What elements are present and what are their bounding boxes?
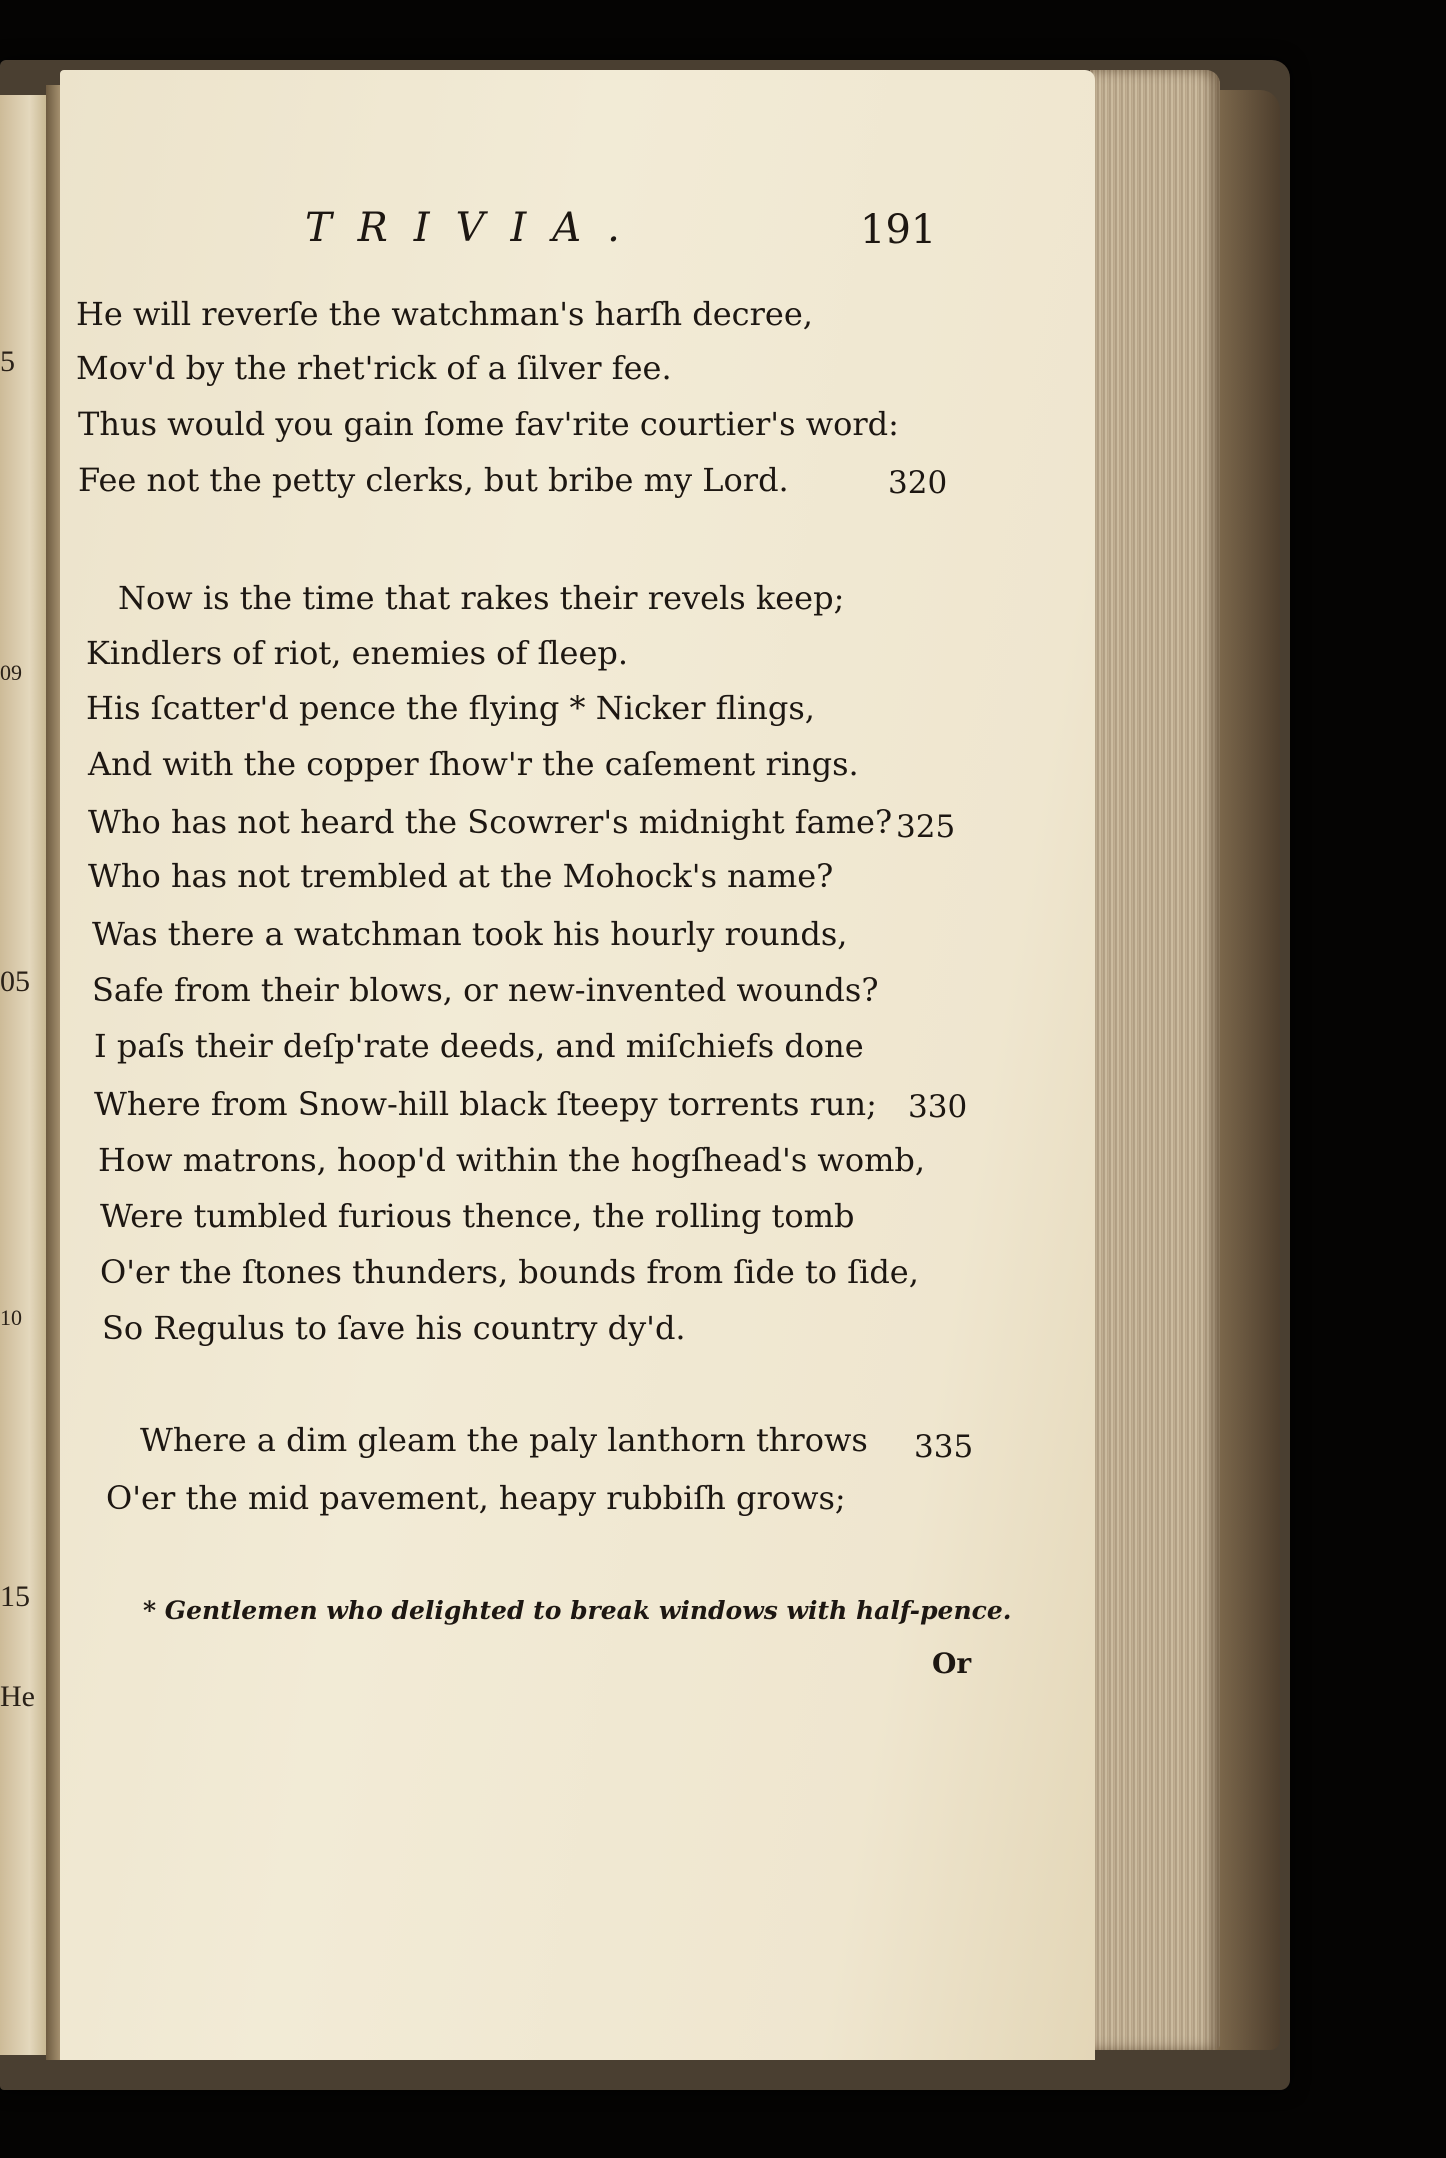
verse-line: So Regulus to ſave his country dy'd.	[102, 1309, 686, 1347]
verse-line: Safe from their blows, or new-invented wounds?	[92, 971, 879, 1009]
verse-line: He will reverſe the watchman's harſh decree,	[76, 295, 813, 333]
verse-line: Fee not the petty clerks, but bribe my Lord.	[78, 461, 789, 499]
page-number: 191	[860, 207, 937, 253]
line-number: 325	[896, 809, 956, 845]
verse-line: Mov'd by the rhet'rick of a ſilver fee.	[76, 349, 672, 387]
verse-line: Kindlers of riot, enemies of ſleep.	[86, 634, 629, 672]
verse-line: Where a dim gleam the paly lanthorn throws	[140, 1421, 868, 1459]
verse-line: His ſcatter'd pence the flying * Nicker flings,	[86, 689, 815, 727]
left-margin-number: 10	[0, 1305, 22, 1330]
verse-line: And with the copper ſhow'r the caſement rings.	[88, 745, 859, 783]
verse-line: Where from Snow-hill black ſteepy torrents run;	[94, 1085, 877, 1123]
line-number: 330	[908, 1089, 968, 1125]
line-number: 320	[888, 465, 948, 501]
verse-line: Thus would you gain ſome fav'rite courtier's word:	[78, 405, 899, 443]
footnote: * Gentlemen who delighted to break windows with half-pence.	[143, 1596, 1012, 1625]
verse-line: Who has not heard the Scowrer's midnight fame?	[88, 803, 893, 841]
line-number: 335	[914, 1429, 974, 1465]
catchword: Or	[932, 1647, 972, 1680]
left-margin-number: 15	[0, 1580, 30, 1613]
verse-line: Was there a watchman took his hourly rounds,	[92, 915, 848, 953]
verse-line: Were tumbled furious thence, the rolling tomb	[100, 1197, 855, 1235]
verse-line: Now is the time that rakes their revels keep;	[118, 579, 845, 617]
left-margin-number: 05	[0, 965, 30, 998]
verse-line: O'er the mid pavement, heapy rubbiſh grows;	[106, 1479, 846, 1517]
verse-line: O'er the ſtones thunders, bounds from ſide to ſide,	[100, 1253, 919, 1291]
left-margin-number: 09	[0, 660, 22, 685]
verse-line: How matrons, hoop'd within the hogſhead's womb,	[98, 1141, 926, 1179]
verse-line: I paſs their deſp'rate deeds, and miſchiefs done	[94, 1027, 864, 1065]
verse-line: Who has not trembled at the Mohock's name?	[88, 857, 834, 895]
running-head: TRIVIA.	[305, 205, 646, 251]
left-margin-catchword: He	[0, 1680, 35, 1713]
left-margin-number: 5	[0, 345, 15, 378]
page-edges	[1090, 70, 1220, 2050]
